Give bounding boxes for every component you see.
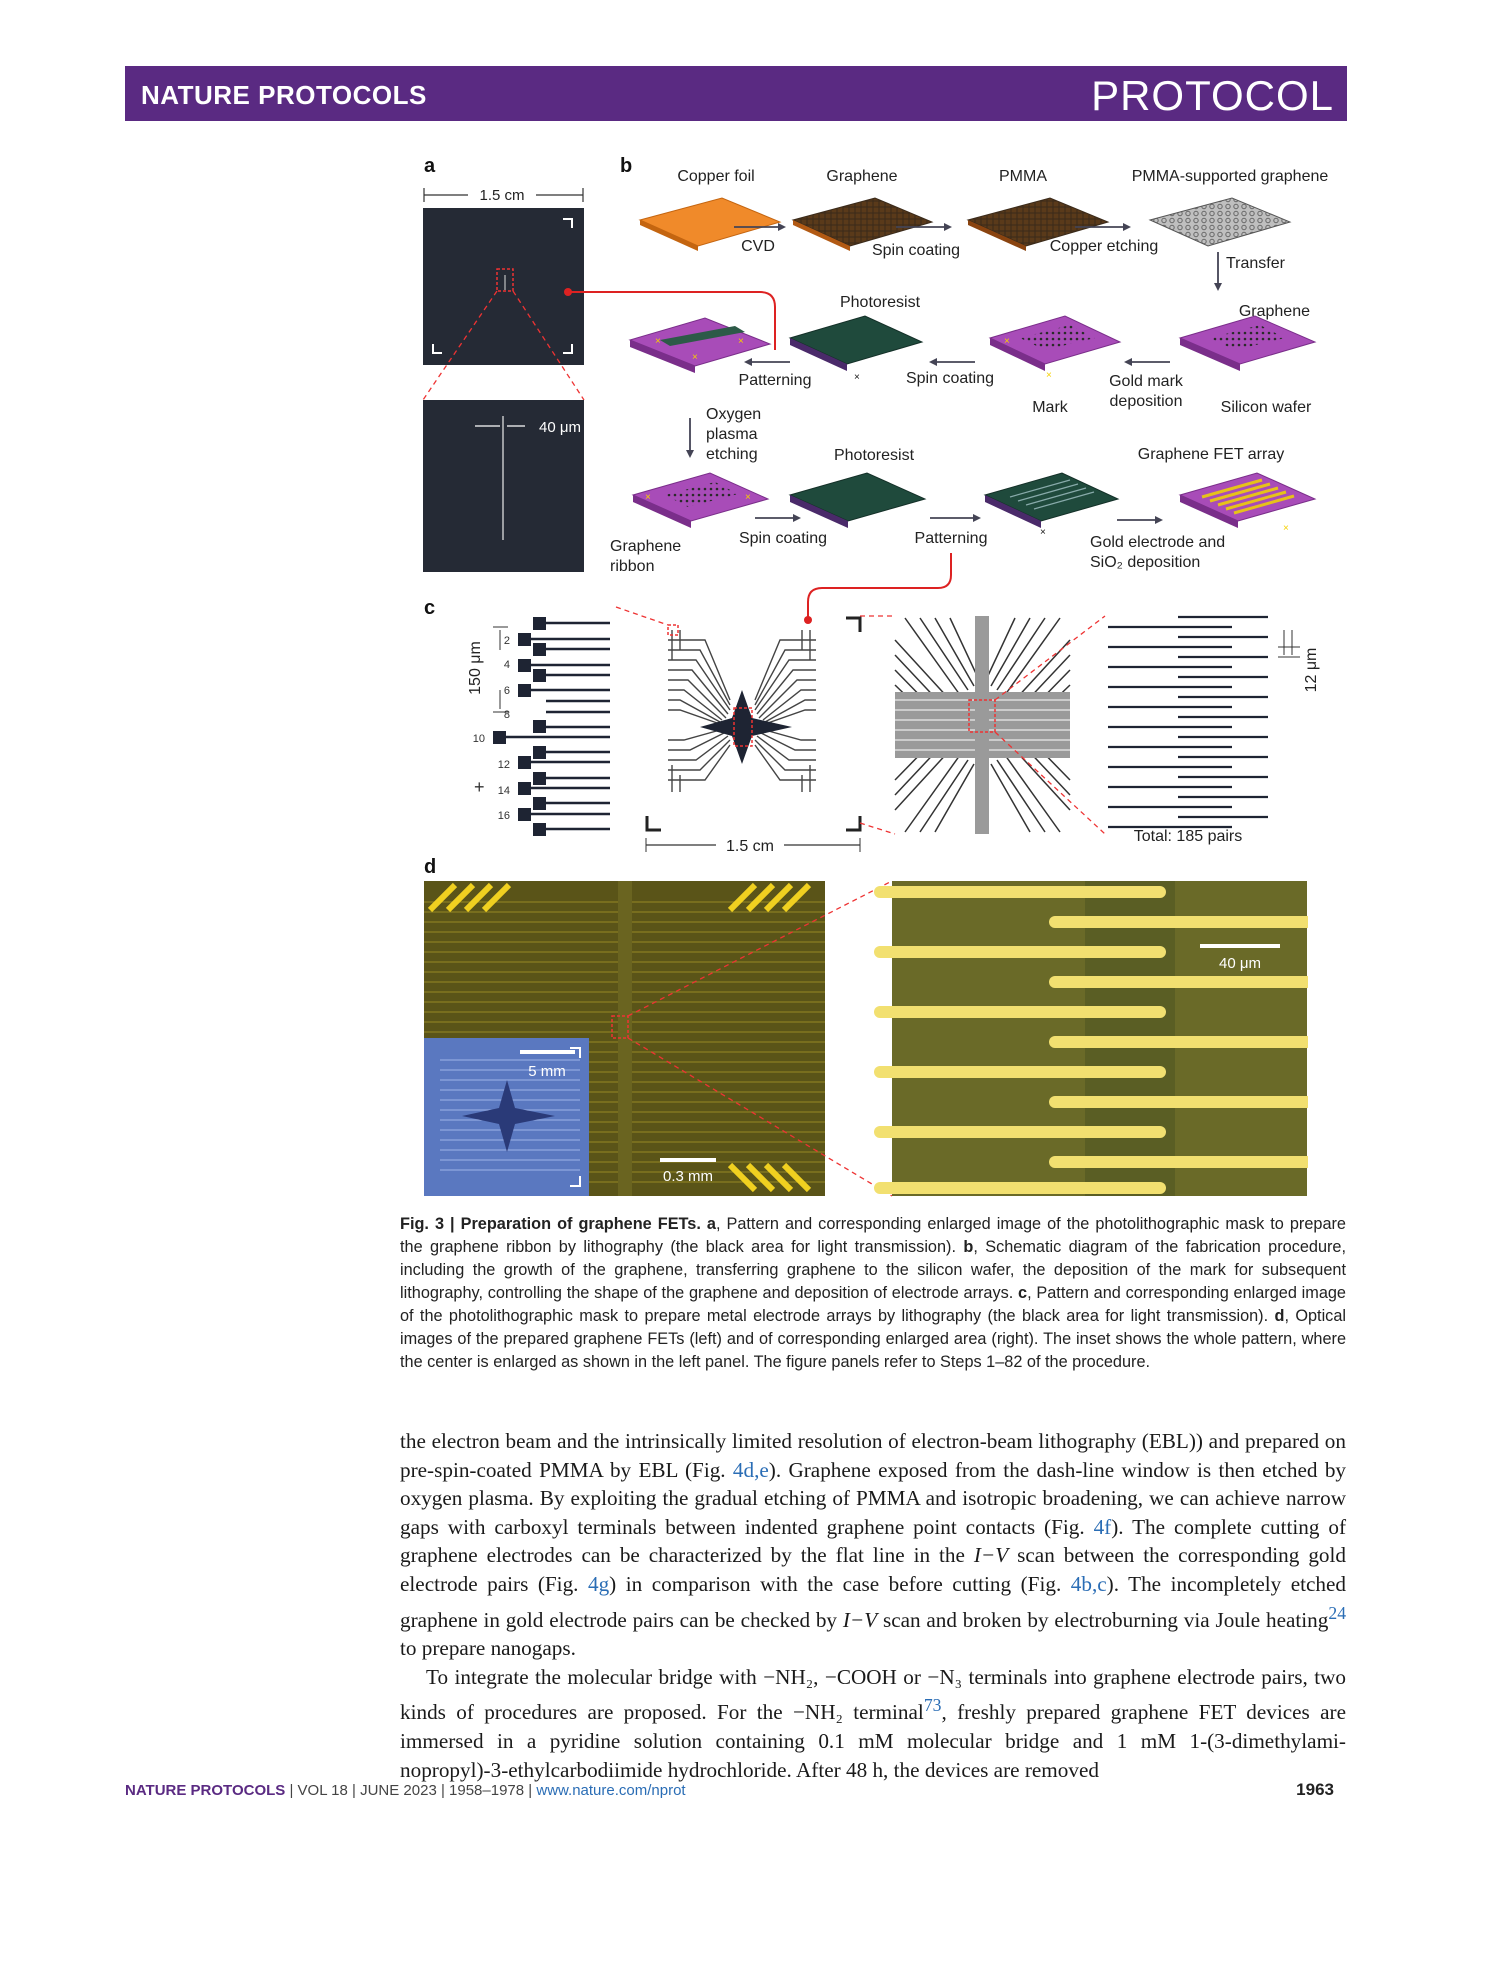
svg-text:×: × — [1004, 336, 1010, 347]
label-transfer: Transfer — [1226, 255, 1285, 272]
label-pmma-graphene: PMMA-supported graphene — [1131, 168, 1329, 185]
optical-image-left — [424, 881, 825, 1196]
pad-number: 16 — [497, 810, 510, 822]
svg-text:×: × — [655, 336, 661, 347]
label-spin-coating-1: Spin coating — [871, 242, 961, 259]
label-copper-foil: Copper foil — [677, 168, 755, 185]
caption-d: d — [1274, 1307, 1285, 1325]
pad-number: 6 — [503, 685, 510, 697]
patterned-wafer — [630, 318, 770, 366]
caption-a-text: , Pattern and corresponding enlarged image of the photolithographic mask to prepare the graphene ribbon by lithography (the black area for light transmission). — [400, 1215, 1346, 1256]
svg-text:×: × — [854, 372, 860, 383]
label-patterning-1: Patterning — [738, 372, 812, 389]
footer-pages: 1958–1978 — [449, 1782, 525, 1799]
svg-text:×: × — [745, 492, 751, 503]
pad-number: 10 — [472, 733, 485, 745]
total-pairs: Total: 185 pairs — [1133, 828, 1243, 845]
panel-d-scale-left: 0.3 mm — [662, 1168, 714, 1185]
article-type: PROTOCOL — [1091, 72, 1334, 119]
plus-sign: + — [474, 777, 485, 797]
svg-text:×: × — [645, 492, 651, 503]
label-graphene: Graphene — [826, 168, 898, 185]
panel-a-scale-top: 1.5 cm — [479, 187, 525, 204]
page-number: 1963 — [1296, 1780, 1334, 1799]
optical-image-right — [880, 881, 1320, 1196]
graphene-on-copper-wafer — [793, 198, 932, 246]
panel-d-scale-right: 40 μm — [1219, 955, 1261, 972]
label-graphene-fet-array: Graphene FET array — [1137, 446, 1285, 463]
figure-caption — [400, 1213, 1346, 1374]
label-oxygen-plasma-etching: Oxygen plasma etching — [706, 406, 762, 463]
fig-link[interactable]: 4b,c — [1070, 1571, 1107, 1596]
footer-date: JUNE 2023 — [360, 1782, 437, 1799]
patterned-electrode-wafer — [985, 473, 1118, 521]
label-photoresist-2: Photoresist — [833, 447, 915, 464]
page-footer: NATURE PROTOCOLS | VOL 18 | JUNE 2023 | 1958–1978 | www.nature.com/nprot — [125, 1782, 686, 1799]
panel-c-scale-right: 12 μm — [1303, 647, 1320, 693]
svg-text:×: × — [692, 352, 698, 363]
label-gold-electrode-deposition: Gold electrode and SiO₂ deposition — [1090, 534, 1226, 571]
caption-b: b — [963, 1238, 974, 1256]
electrode-mask-pattern — [665, 626, 819, 796]
mask-pattern-image — [423, 208, 584, 365]
svg-text:×: × — [1040, 527, 1046, 538]
paragraph: To integrate the molecular bridge with −NH₂, −COOH or −N₃ terminals into graphene electrode pairs, two kinds of procedures are proposed. For the −NH₂ terminal$^{73}$, freshly prepared graphene FET devices are immersed in a pyridine solution containing 0.1 mM molecular bridge and 1 mM 1-(3-dimethylami-nopropyl)-3-ethylcarbodiimide hydrochloride. After 48 h, the devices are removed — [400, 1664, 1346, 1782]
caption-c: c — [1018, 1284, 1028, 1302]
comb-electrode-fingers — [1108, 617, 1268, 827]
label-gold-mark-deposition: Gold mark deposition — [1109, 373, 1183, 410]
caption-a: a — [706, 1215, 716, 1233]
panel-c-scale-bottom: 1.5 cm — [725, 838, 775, 855]
label-pmma: PMMA — [999, 168, 1047, 185]
label-mark: Mark — [1032, 399, 1068, 416]
inset-scale: 5 mm — [528, 1063, 566, 1080]
reference-link[interactable]: 73 — [923, 1695, 942, 1716]
pad-number: 12 — [497, 759, 510, 771]
label-silicon-wafer: Silicon wafer — [1220, 399, 1312, 416]
footer-volume: VOL 18 — [297, 1782, 348, 1799]
photoresist-wafer — [790, 316, 922, 364]
label-spin-coating-2: Spin coating — [905, 370, 995, 387]
caption-b-text: , Schematic diagram of the fabrication procedure, including the growth of the graphene, transferring graphene to the silicon wafer, the deposition of the mark for subsequent lithography, controlling the shape of the graphene and deposition of electrode arrays. — [400, 1238, 1347, 1302]
electrode-mask-enlarged — [895, 616, 1070, 834]
caption-c-text: , Pattern and corresponding enlarged image of the photolithographic mask to prepare metal electrode arrays by lithography (the black area for light transmission). — [400, 1284, 1346, 1325]
pmma-supported-graphene-sheet — [1150, 198, 1290, 246]
fig-link[interactable]: 4g — [587, 1571, 610, 1596]
photoresist-wafer-2 — [790, 473, 925, 521]
label-patterning-2: Patterning — [914, 530, 988, 547]
panel-a-scale-bottom: 40 μm — [539, 419, 581, 436]
label-graphene-2: Graphene — [1238, 303, 1310, 320]
caption-d-text: , Optical images of the prepared graphene FETs (left) and of corresponding enlarged area (right). The inset shows the whole pattern, where the center is enlarged as shown in the left panel. The figure panels refer to Steps 1–82 of the procedure. — [400, 1307, 1346, 1371]
svg-text:×: × — [738, 336, 744, 347]
svg-text:×: × — [1283, 523, 1289, 534]
electrode-pad-array — [493, 617, 546, 836]
journal-name: NATURE PROTOCOLS — [141, 80, 427, 110]
fig-link[interactable]: 4f — [1093, 1514, 1112, 1539]
pad-number: 8 — [503, 709, 510, 721]
footer-url[interactable]: www.nature.com/nprot — [536, 1782, 686, 1799]
label-photoresist-1: Photoresist — [839, 294, 921, 311]
panel-c-letter: c — [424, 597, 436, 619]
pad-number: 4 — [503, 659, 510, 671]
label-copper-etching: Copper etching — [1049, 238, 1159, 255]
panel-d-letter: d — [424, 856, 437, 878]
reference-link[interactable]: 24 — [1328, 1602, 1347, 1623]
panel-a-letter: a — [424, 155, 436, 177]
caption-label: Fig. 3 | Preparation of graphene FETs. — [400, 1215, 701, 1233]
svg-text:×: × — [1046, 370, 1052, 381]
pad-number: 14 — [497, 785, 510, 797]
label-graphene-ribbon: Graphene ribbon — [610, 538, 682, 575]
panel-b-letter: b — [620, 155, 633, 177]
panel-c-scale-left: 150 μm — [467, 641, 484, 695]
fig-link[interactable]: 4d,e — [732, 1457, 769, 1482]
pad-number: 2 — [503, 635, 510, 647]
label-cvd: CVD — [741, 238, 775, 255]
paragraph: the electron beam and the intrinsically limited resolution of electron-beam lithography (EBL)) and prepared on pre-spin-coated PMMA by EBL (Fig. 4d,e). Graphene exposed from the dash-line window is then etched by oxygen plasma. By exploiting the gradual etching of PMMA and isotropic broadening, we can achieve narrow gaps with carboxyl terminals between indented graphene point contacts (Fig. 4f). The complete cutting of graphene electrodes can be characterized by the flat line in the I−V scan between the corresponding gold electrode pairs (Fig. 4g) in comparison with the case before cutting (Fig. 4b,c). The incompletely etched graphene in gold electrode pairs can be checked by I−V scan and broken by electroburning via Joule heating$^{24}$ to prepare nanogaps. — [400, 1429, 1347, 1661]
body-text — [400, 1427, 1346, 1784]
label-spin-coating-3: Spin coating — [738, 530, 828, 547]
footer-journal: NATURE PROTOCOLS — [125, 1782, 286, 1799]
